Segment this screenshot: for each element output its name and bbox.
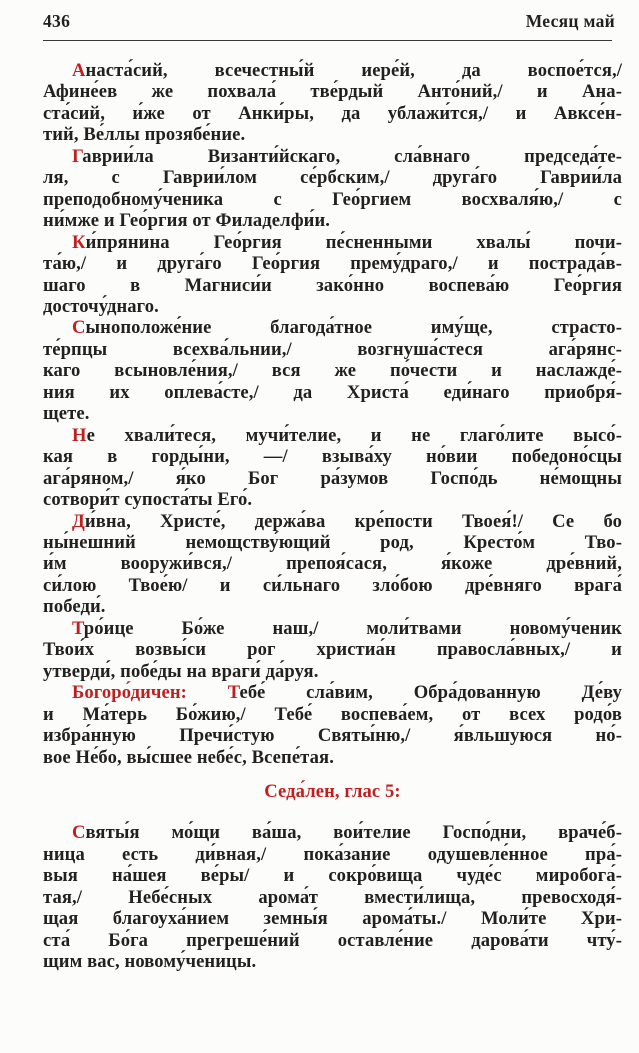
text-line — [43, 60, 622, 81]
text-line: и Ма́терь Бо́жию,/ Тебе́ воспева́ем, от всех родо́в — [43, 703, 622, 725]
text-line: те́рпцы всехва́льнии,/ возгнуша́стеся ага́рянс- — [43, 338, 622, 360]
text-line — [43, 146, 622, 167]
line-text: и́вна, Христе́, держа́ва кре́пости Твоея́!/ Се бо — [84, 510, 622, 532]
text-line: и́м вооружи́вся,/ препоя́сася, я́коже дре́вний, — [43, 553, 622, 575]
text-line — [43, 822, 622, 843]
page-header — [43, 11, 615, 32]
initial-letter: К — [72, 231, 86, 253]
line-text: и́прянина Гео́ргия пе́сненными хвалы́ почи- — [85, 231, 622, 253]
text-line: ны́нешний немощству́ющий род, Кресто́м Тво- — [43, 531, 622, 553]
initial-letter: С — [72, 317, 86, 339]
rubric-label: Богоро́дичен: — [72, 682, 228, 704]
paragraph — [43, 317, 622, 424]
text-line — [43, 682, 622, 703]
text-line: шаго в Магниси́и зако́нно воспева́ю Гео́ргия — [43, 274, 622, 296]
paragraph — [43, 682, 622, 768]
line-text: ыноположе́ние благода́тное иму́ще, страсто- — [85, 317, 622, 339]
text-line: щая благоуха́нием земны́я арома́ты./ Моли́те Хри- — [43, 908, 622, 930]
initial-letter: Т — [227, 682, 240, 704]
text-line: утверди́, побе́ды на враги́ да́руя. — [43, 660, 319, 682]
text-line: досточу́днаго. — [43, 295, 159, 317]
running-title: Месяц май — [525, 11, 615, 31]
text-line: ста́сий, и́же от Анки́ры, да ублажи́тся,/ и Авксе́н- — [43, 102, 622, 124]
text-line: каго всыновле́ния,/ вся же по́чести и наслажде́- — [43, 360, 622, 382]
text-line: ница есть ди́вная,/ пока́зание одушевле́нное пра́- — [43, 843, 622, 865]
text-line: ния их оплева́сте,/ да Христа́ еди́наго приобря́- — [43, 381, 622, 403]
text-line: избра́нную Пречи́стую Святы́ню,/ я́вльшуюся но́- — [43, 725, 622, 747]
paragraph — [43, 232, 622, 318]
line-text: наста́сий, всечестны́й иере́й, да воспое́тся,/ — [85, 60, 622, 81]
text-line — [43, 618, 622, 639]
text-line: победи́. — [43, 596, 106, 618]
initial-letter: А — [72, 60, 86, 81]
text-line: ста́ Бо́га прегреше́ний оставле́ние дарова́ти чту́- — [43, 929, 622, 951]
text-line: тая,/ Небе́сных арома́т вмести́лища, превосходя́- — [43, 886, 622, 908]
text-line — [43, 511, 622, 532]
text-line: ага́ряном,/ я́ко Бог ра́зумов Госпо́дь не́мощны — [43, 467, 622, 489]
paragraph — [43, 822, 622, 972]
initial-letter: Д — [72, 510, 85, 532]
paragraph — [43, 511, 622, 618]
text-line: преподобному́ченика с Гео́ргием восхваля́ю,/ с — [43, 188, 622, 210]
text-line: Афине́ев же похвала́ тве́рдый Анто́ний,/ и Ана- — [43, 81, 622, 103]
text-line: ни́мже и Гео́ргия от Филаделфи́и. — [43, 210, 331, 232]
initial-letter: Н — [72, 424, 87, 446]
line-text: е хвали́теся, мучи́телие, и не глаго́лите высо́- — [86, 424, 622, 446]
page-number: 436 — [43, 11, 71, 31]
text-line: Твои́х возвы́си рог христиа́н правосла́вных,/ и — [43, 639, 622, 661]
header-rule — [43, 40, 612, 41]
initial-letter: С — [72, 822, 86, 844]
initial-letter: Т — [72, 617, 84, 639]
text-line: щете. — [43, 403, 90, 425]
initial-letter: Г — [72, 145, 83, 167]
text-line — [43, 425, 622, 446]
text-line: сотвори́т супоста́ты Его́. — [43, 489, 253, 511]
line-text: ебе́ сла́вим, Обра́дованную Де́ву — [239, 682, 622, 704]
text-line: вое Не́бо, вы́сшее небе́с, Всепе́тая. — [43, 746, 334, 768]
text-line — [43, 232, 622, 253]
text-line: та́ю,/ и друга́го Гео́ргия прему́драго,/ и пострада́в- — [43, 253, 622, 275]
line-text: вяты́я мо́щи ва́ша, вои́телие Госпо́дни, враче́б- — [85, 822, 622, 844]
text-body — [43, 60, 622, 973]
text-line: ля, с Гаврии́лом се́рбским,/ друга́го Гаврии́ла — [43, 167, 622, 189]
paragraph — [43, 60, 622, 146]
text-line: щим вас, новому́ченицы. — [43, 951, 257, 973]
text-line: си́лою Твое́ю/ и си́льнаго зло́бою дре́вняго врага́ — [43, 574, 622, 596]
section-heading: Седа́лен, глас 5: — [264, 780, 401, 802]
text-line: кая в горды́ни, —/ взыва́ху но́вии победоно́сцы — [43, 446, 622, 468]
line-text: аврии́ла Византи́йскаго, сла́внаго председа́те- — [82, 145, 622, 167]
paragraph — [43, 146, 622, 232]
text-line: тий, Ве́ллы прозябе́ние. — [43, 124, 246, 146]
text-line — [43, 317, 622, 338]
paragraph — [43, 425, 622, 511]
line-text: ро́ице Бо́же наш,/ моли́твами новому́ченик — [83, 617, 622, 639]
text-line: выя на́шея ве́ры/ и сокро́вища чуде́с миробога́- — [43, 865, 622, 887]
paragraph — [43, 618, 622, 682]
